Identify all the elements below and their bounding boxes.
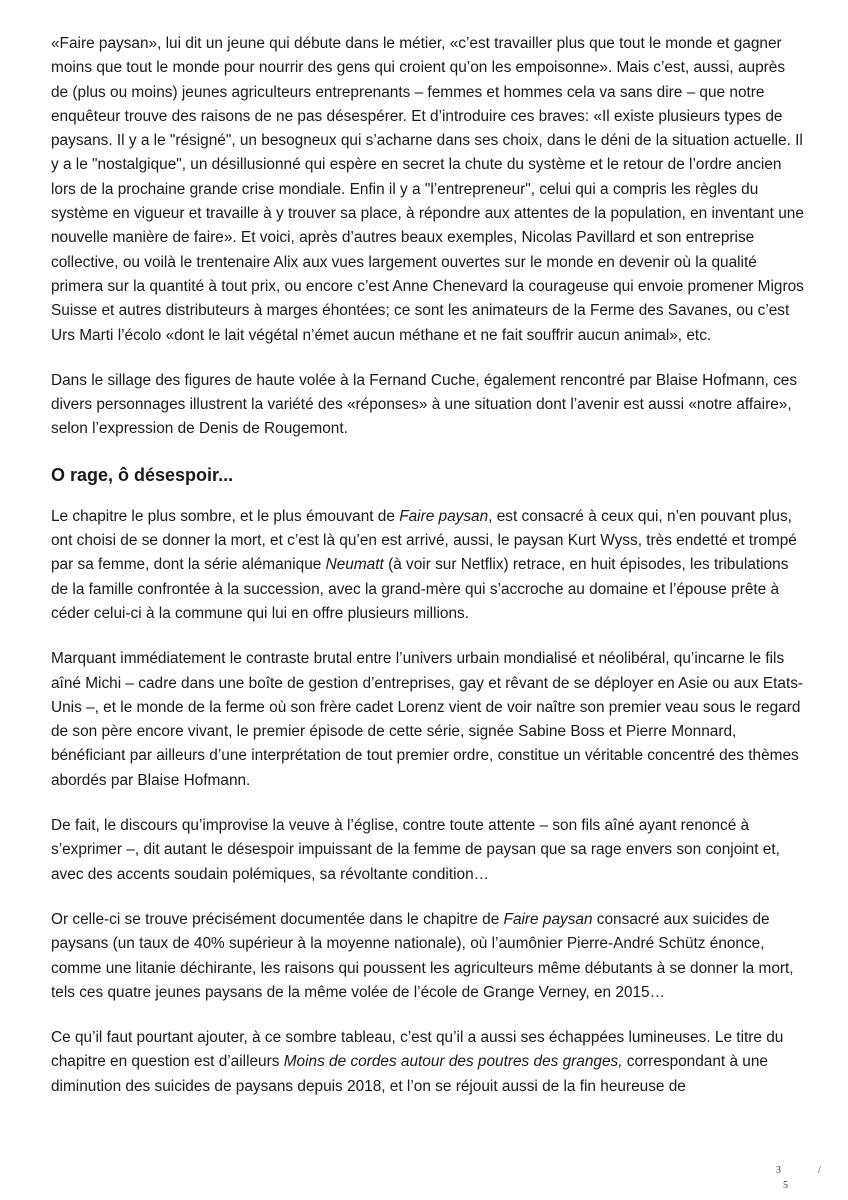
paragraph-7: [51, 1026, 805, 1099]
paragraph-7-text-a: Ce qu’il faut pourtant ajouter, à ce sombre tableau, c’est qu’il a aussi ses échappées lumineuses. Le titre du chapitre en question est d’ailleurs: [51, 1029, 784, 1071]
book-title-faire-paysan: Faire paysan: [503, 910, 593, 928]
section-heading: O rage, ô désespoir...: [51, 464, 234, 485]
page-number-current: 3: [776, 1165, 781, 1176]
article-body: [51, 32, 805, 1120]
paragraph-6: [51, 908, 805, 1005]
paragraph-3-text-b: , est consacré à ceux qui, n’en pouvant plus, ont choisi de se donner la mort, et c’est là qu’en est arrivé, aussi, le paysan Kurt Wyss, très endetté et trompé par sa femme, dont la série alémanique: [51, 507, 797, 574]
paragraph-2: Dans le sillage des figures de haute volée à la Fernand Cuche, également rencontré par Blaise Hofmann, ces divers personnages illustrent la variété des «réponses» à une situation dont l’avenir est aussi «notre affaire», selon l’expression de Denis de Rougemont.: [51, 371, 798, 438]
page-number-separator: /: [818, 1165, 821, 1176]
chapter-title: Moins de cordes autour des poutres des granges,: [283, 1053, 623, 1071]
paragraph-6-text-b: consacré aux suicides de paysans (un taux de 40% supérieur à la moyenne nationale), où l’aumônier Pierre-André Schütz énonce, comme une litanie déchirante, les raisons qui poussent les agriculteurs même débutants à se donner la mort, tels ces quatre jeunes paysans de la même volée de l’école de Grange Verney, en 2015…: [51, 910, 794, 1001]
paragraph-4: Marquant immédiatement le contraste brutal entre l’univers urbain mondialisé et néolibéral, qu’incarne le fils aîné Michi – cadre dans une boîte de gestion d’entreprises, gay et rêvant de se déployer en Asie ou aux Etats-Unis –, et le monde de la ferme où son frère cadet Lorenz vient de voir naître son premier veau sous le regard de son père encore vivant, le premier épisode de cette série, signée Sabine Boss et Pierre Monnard, bénéficiant par ailleurs d’une interprétation de tout premier ordre, constitue un véritable concentré des thèmes abordés par Blaise Hofmann.: [51, 650, 804, 789]
paragraph-3: [51, 505, 805, 626]
paragraph-7-text-b: correspondant à une diminution des suicides de paysans depuis 2018, et l’on se réjouit aussi de la fin heureuse de: [51, 1053, 768, 1095]
paragraph-3-text-c: (à voir sur Netflix) retrace, en huit épisodes, les tribulations de la famille confrontée à la succession, avec la grand-mère qui s’accroche au domaine et l’épouse prête à céder celui-ci à la commune qui lui en offre plusieurs millions.: [51, 556, 789, 622]
paragraph-6-text-a: Or celle-ci se trouve précisément documentée dans le chapitre de: [51, 910, 504, 928]
book-title-faire-paysan: Faire paysan: [399, 507, 489, 525]
paragraph-5: De fait, le discours qu’improvise la veuve à l’église, contre toute attente – son fils aîné ayant renoncé à s’exprimer –, dit autant le désespoir impuissant de la femme de paysan que sa rage envers son conjoint et, avec des accents soudain polémiques, sa révoltante condition…: [51, 817, 780, 883]
page-number-total: 5: [783, 1180, 788, 1191]
paragraph-1: «Faire paysan», lui dit un jeune qui débute dans le métier, «c’est travailler plus que tout le monde et gagner moins que tout le monde pour nourrir des gens qui croient qu’on les empoisonne». Mais c’est, aussi, auprès de (plus ou moins) jeunes agriculteurs entreprenants – femmes et hommes cela va sans dire – que notre enquêteur trouve des raisons de ne pas désespérer. Et d’introduire ces braves: «Il existe plusieurs types de paysans. Il y a le "résigné", un besogneux qui s’acharne dans ses choix, dans le déni de la situation actuelle. Il y a le "nostalgique", un désillusionné qui espère en secret la chute du système et le retour de l’ordre ancien lors de la prochaine grande crise mondiale. Enfin il y a "l’entrepreneur", celui qui a compris les règles du système en vigueur et travaille à y trouver sa place, à répondre aux attentes de la population, en inventant une nouvelle manière de faire». Et voici, après d’autres beaux exemples, Nicolas Pavillard et son entreprise collective, ou voilà le trentenaire Alix aux vues largement ouvertes sur le monde en devenir où la qualité primera sur la quantité à tout prix, ou encore c’est Anne Chenevard la courageuse qui envoie promener Migros Suisse et autres distributeurs à marges éhontées; ce sont les animateurs de la Ferme des Savanes, ou c’est Urs Marti l’écolo «dont le lait végétal n’émet aucun méthane et ne fait souffrir aucun animal», etc.: [51, 35, 804, 344]
series-title-neumatt: Neumatt: [325, 556, 384, 574]
paragraph-3-text-a: Le chapitre le plus sombre, et le plus émouvant de: [51, 507, 400, 525]
